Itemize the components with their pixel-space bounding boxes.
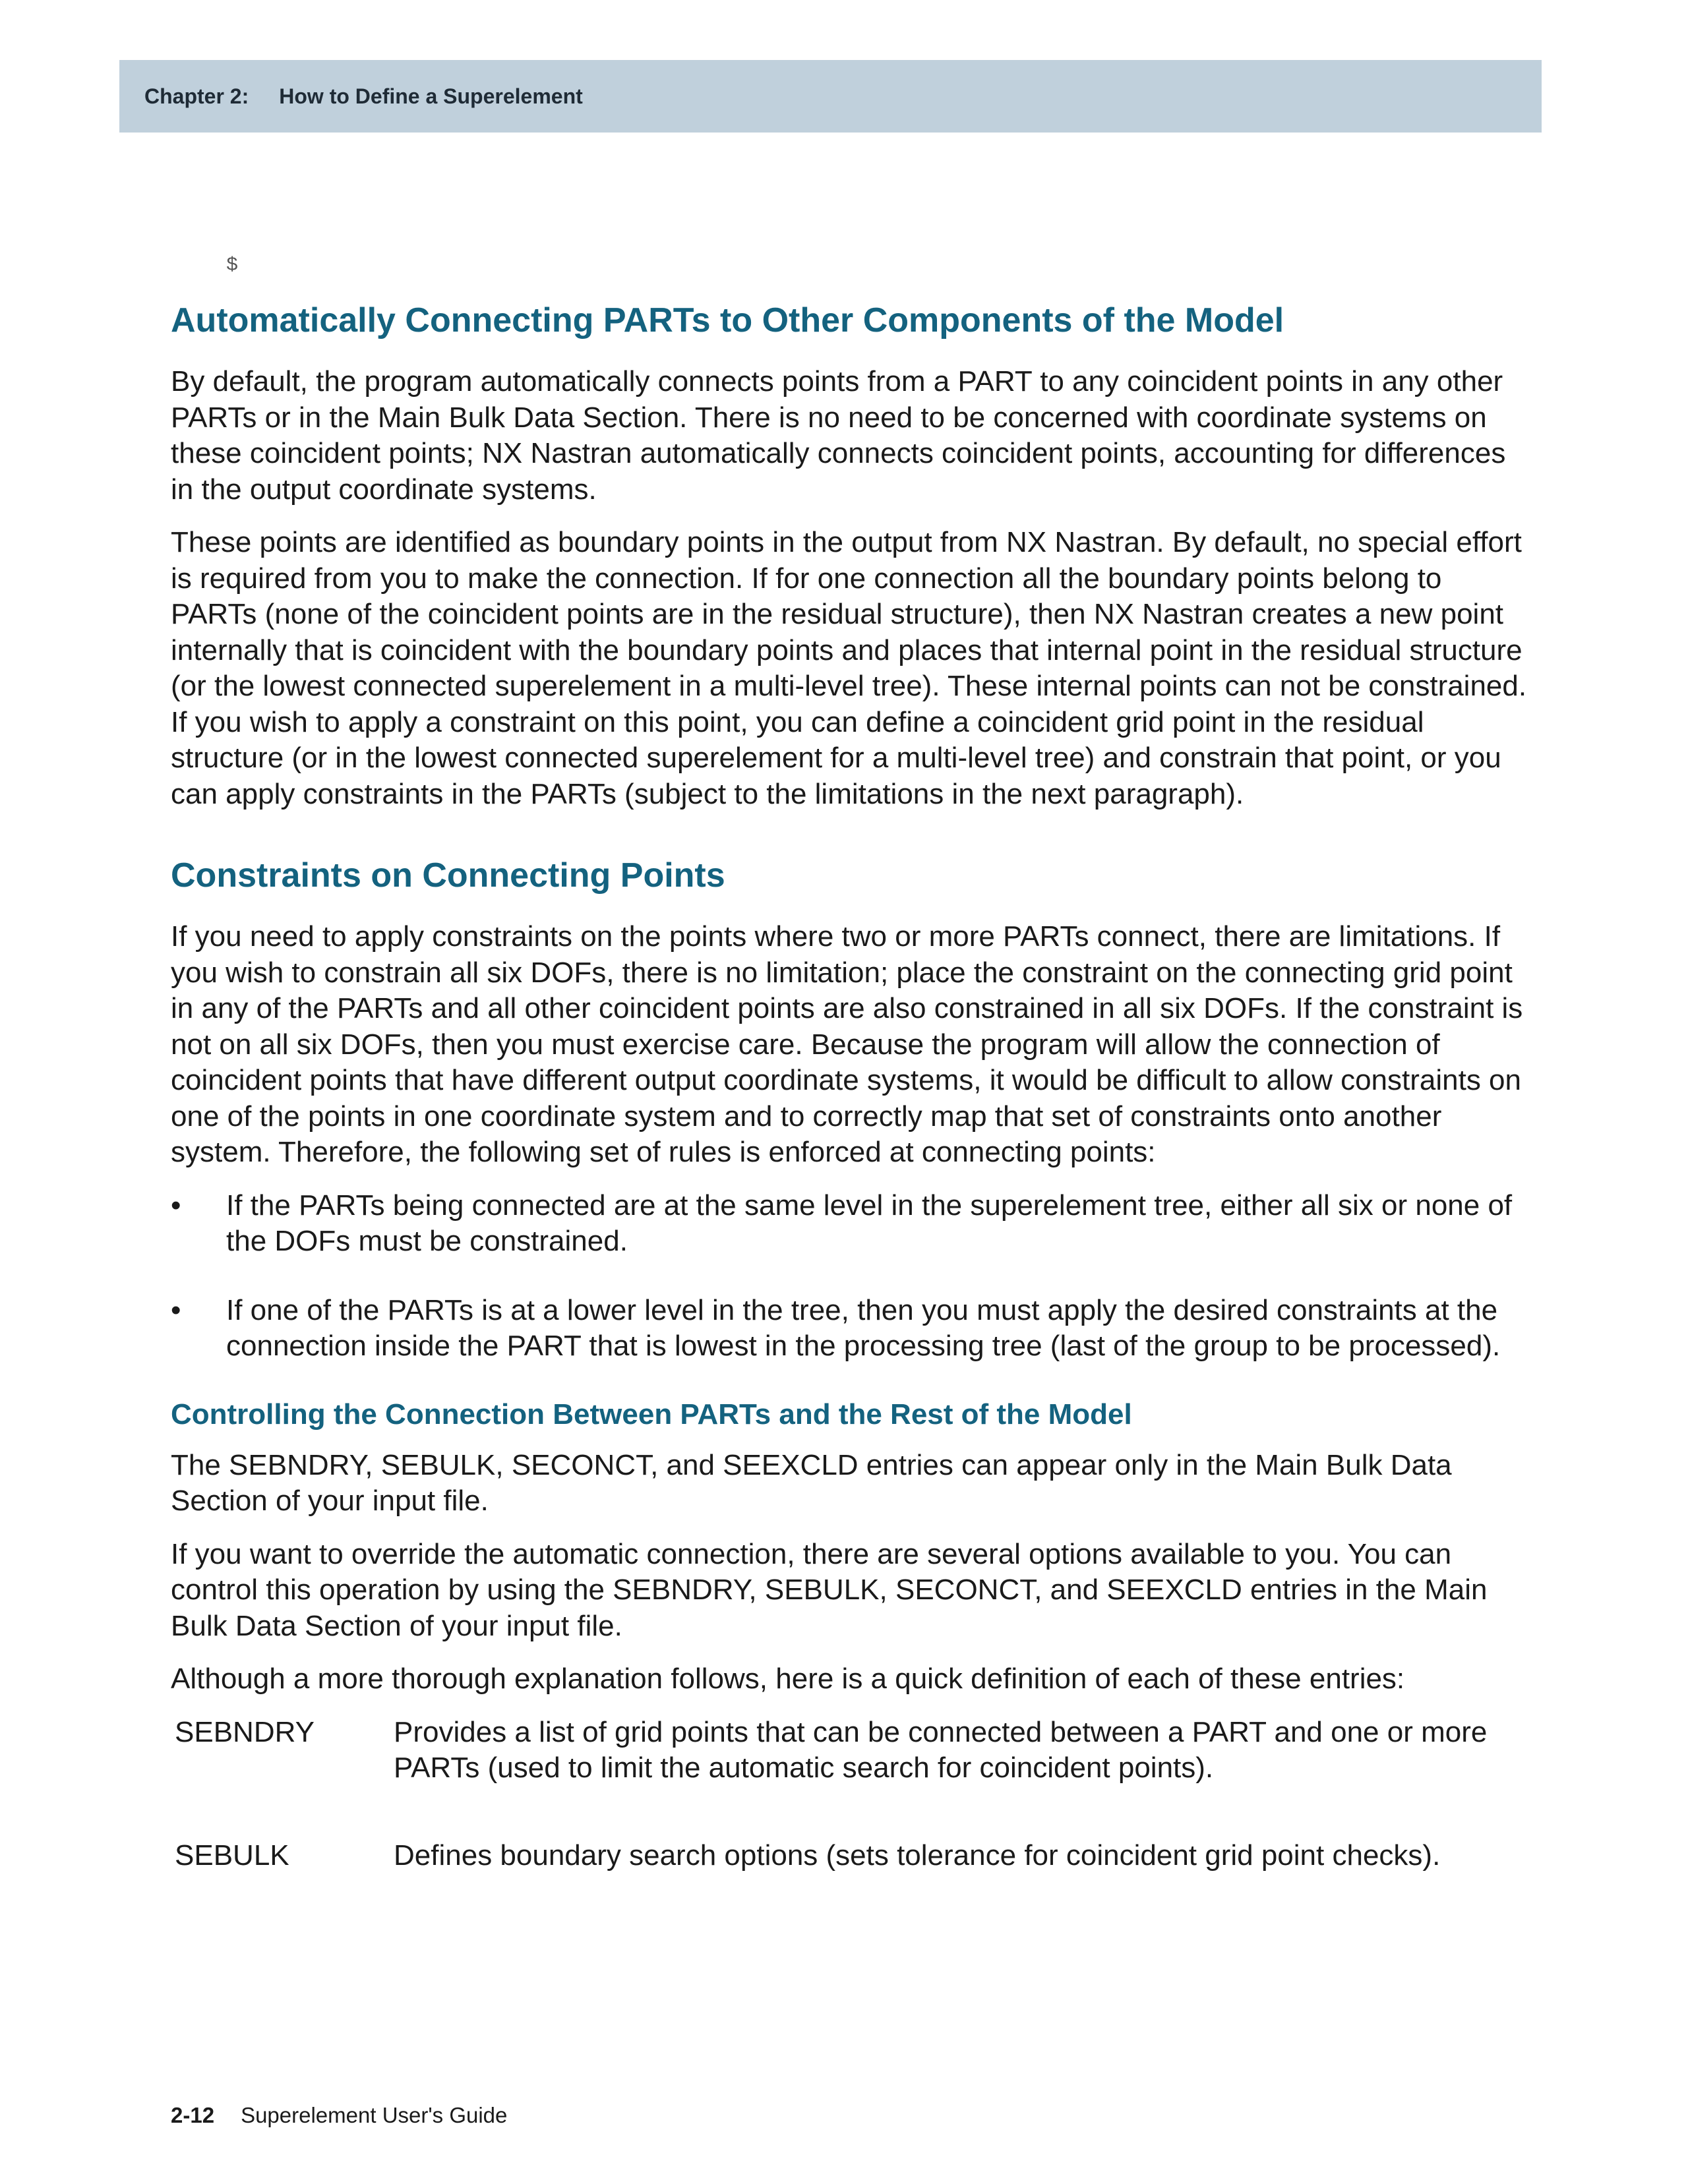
bullet-icon: • xyxy=(171,1293,181,1326)
list-item-text: If the PARTs being connected are at the same level in the superelement tree, either all six or none of the DOFs must be constrained. xyxy=(226,1189,1513,1257)
entry-definition-list xyxy=(171,1715,1529,1874)
definition-row xyxy=(171,1715,1529,1786)
chapter-title: How to Define a Superelement xyxy=(279,84,583,108)
page-content xyxy=(171,249,1529,1874)
chapter-header-bar xyxy=(119,60,1542,133)
guide-title: Superelement User's Guide xyxy=(241,2103,508,2127)
definition-row xyxy=(171,1838,1529,1874)
page-number: 2-12 xyxy=(171,2103,215,2127)
paragraph: Although a more thorough explanation follows, here is a quick definition of each of these entries: xyxy=(171,1663,1405,1695)
subsection-heading-controlling-connection: Controlling the Connection Between PARTs and the Rest of the Model xyxy=(171,1398,1132,1431)
chapter-number: Chapter 2: xyxy=(144,84,249,108)
constraint-rules-list xyxy=(171,1188,1529,1365)
code-fragment: $ xyxy=(226,254,239,277)
paragraph: If you want to override the automatic connection, there are several options available to you. You can control this operation by using the SEBNDRY, SEBULK, SECONCT, and SEEXCLD entries in the Main Bulk Data Section of your input file. xyxy=(171,1537,1488,1642)
paragraph: If you need to apply constraints on the points where two or more PARTs connect, there are limitations. If you wish to constrain all six DOFs, there is no limitation; place the constraint on the connecting grid point in any of the PARTs and all other coincident points are also constrained in all six DOFs. If the constraint is not on all six DOFs, then you must exercise care. Because the program will allow the connection of coincident points that have different output coordinate systems, it would be difficult to allow constraints on one of the points in one coordinate system and to correctly map that set of constraints onto another system. Therefore, the following set of rules is enforced at connecting points: xyxy=(171,920,1523,1168)
bullet-icon: • xyxy=(171,1189,181,1222)
definition-description: Provides a list of grid points that can be connected between a PART and one or more PARTs (used to limit the automatic search for coincident points). xyxy=(394,1715,1488,1784)
list-item xyxy=(171,1293,1529,1365)
paragraph: By default, the program automatically connects points from a PART to any coincident points in any other PARTs or in the Main Bulk Data Section. There is no need to be concerned with coordinate systems on these coincident points; NX Nastran automatically connects coincident points, accounting for differences in the output coordinate systems. xyxy=(171,365,1506,506)
definition-term: SEBULK xyxy=(175,1839,289,1872)
page-footer xyxy=(171,2103,507,2128)
list-item-text: If one of the PARTs is at a lower level in the tree, then you must apply the desired constraints at the connection inside the PART that is lowest in the processing tree (last of the group to be processed). xyxy=(226,1293,1501,1362)
list-item xyxy=(171,1188,1529,1260)
section-heading-auto-connect: Automatically Connecting PARTs to Other Components of the Model xyxy=(171,301,1284,339)
section-heading-constraints: Constraints on Connecting Points xyxy=(171,856,725,895)
definition-description: Defines boundary search options (sets tolerance for coincident grid point checks). xyxy=(394,1839,1441,1872)
definition-term: SEBNDRY xyxy=(175,1715,315,1748)
paragraph: These points are identified as boundary points in the output from NX Nastran. By default, no special effort is required from you to make the connection. If for one connection all the boundary points belong to PARTs (none of the coincident points are in the residual structure), then NX Nastran creates a new point internally that is coincident with the boundary points and places that internal point in the residual structure (or the lowest connected superelement in a multi-level tree). These internal points can not be constrained. If you wish to apply a constraint on this point, you can define a coincident grid point in the residual structure (or in the lowest connected superelement for a multi-level tree) and constrain that point, or you can apply constraints in the PARTs (subject to the limitations in the next paragraph). xyxy=(171,526,1527,810)
paragraph: The SEBNDRY, SEBULK, SECONCT, and SEEXCLD entries can appear only in the Main Bulk Data Section of your input file. xyxy=(171,1448,1452,1517)
